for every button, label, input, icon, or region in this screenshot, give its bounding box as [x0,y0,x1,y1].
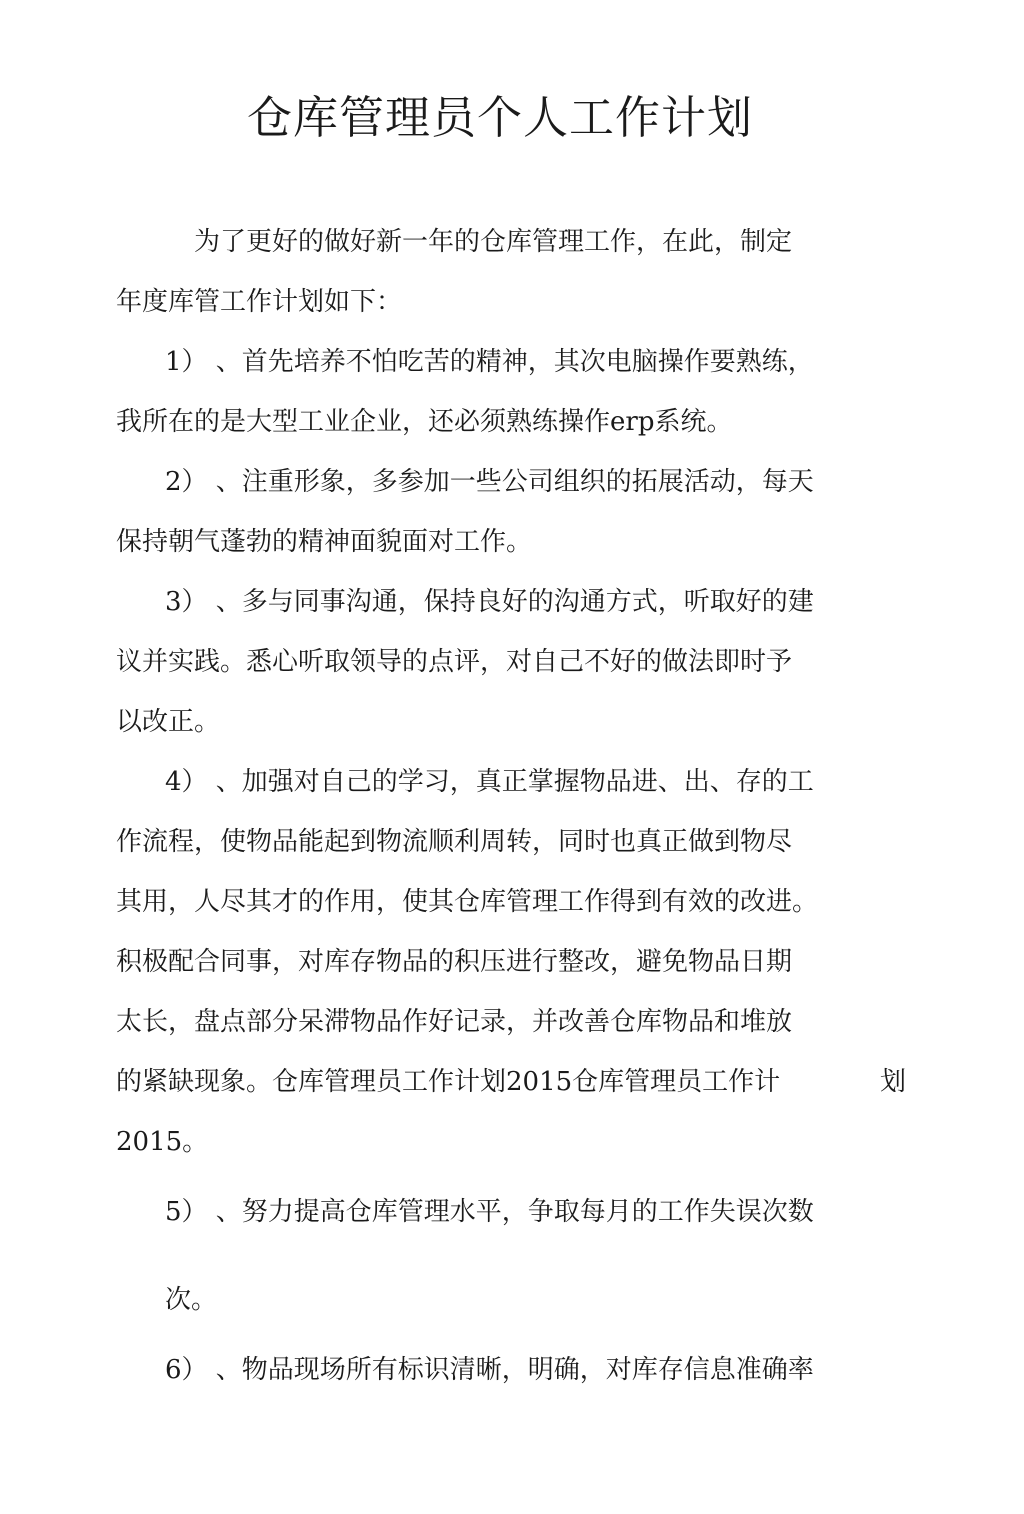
item-2-line-2: 保持朝气蓬勃的精神面貌面对工作。 [116,527,533,557]
item-3-line-1: 3） 、多与同事沟通，保持良好的沟通方式，听取好的建 [165,587,814,617]
item-4-line-4: 积极配合同事，对库存物品的积压进行整改，避免物品日期 [116,947,793,977]
item-5-line-1: 5） 、努力提高仓库管理水平，争取每月的工作失误次数 [165,1197,814,1227]
item-6-line-1: 6） 、物品现场所有标识清晰，明确，对库存信息准确率 [165,1355,814,1385]
item-4-line-5: 太长，盘点部分呆滞物品作好记录，并改善仓库物品和堆放 [116,1007,793,1037]
item-4-line-6-tail: 划 [880,1067,907,1097]
item-5-line-2: 次。 [165,1285,218,1315]
item-1-line-1: 1） 、首先培养不怕吃苦的精神，其次电脑操作要熟练， [165,347,814,377]
item-2-line-1: 2） 、注重形象，多参加一些公司组织的拓展活动，每天 [165,467,814,497]
item-4-line-6: 的紧缺现象。仓库管理员工作计划2015仓库管理员工作计 [116,1067,781,1097]
item-4-line-1: 4） 、加强对自己的学习，真正掌握物品进、出、存的工 [165,767,814,797]
item-4-line-2: 作流程，使物品能起到物流顺利周转，同时也真正做到物尽 [116,827,793,857]
item-3-line-3: 以改正。 [116,707,221,737]
document-title: 仓库管理员个人工作计划 [246,91,753,144]
item-1-line-2: 我所在的是大型工业企业，还必须熟练操作erp系统。 [116,407,733,437]
intro-line-2: 年度库管工作计划如下： [116,287,403,317]
intro-line-1: 为了更好的做好新一年的仓库管理工作，在此，制定 [194,227,793,257]
item-3-line-2: 议并实践。悉心听取领导的点评，对自己不好的做法即时予 [116,647,793,677]
item-4-line-7: 2015。 [116,1127,209,1157]
item-4-line-3: 其用，人尽其才的作用，使其仓库管理工作得到有效的改进。 [116,887,819,917]
